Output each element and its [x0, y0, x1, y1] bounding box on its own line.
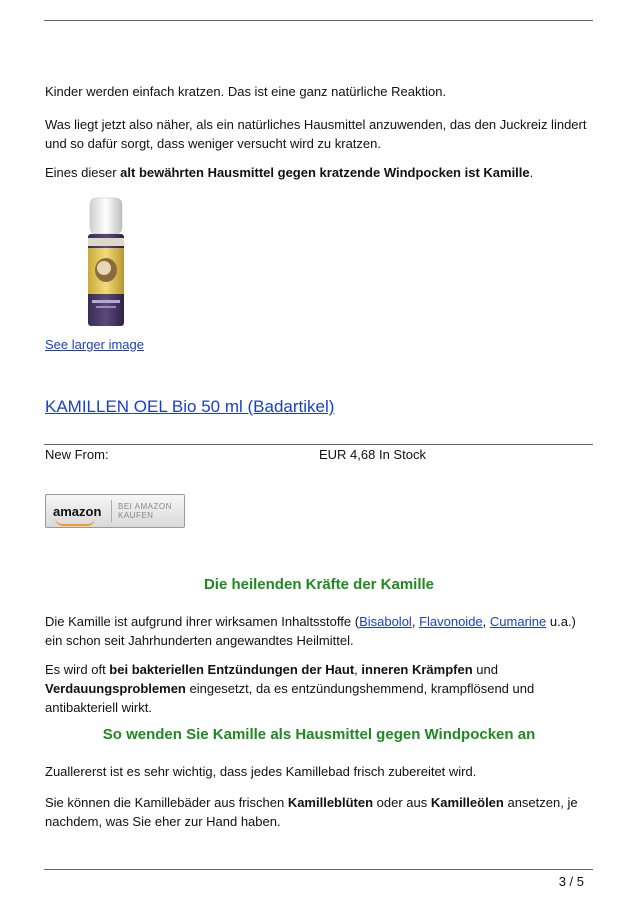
link-flavonoide[interactable]: Flavonoide — [419, 614, 483, 629]
s2-p2-post: ansetzen, je nachdem, was Sie eher zur Hand haben. — [45, 795, 578, 829]
s2-p2-mid: oder aus — [373, 795, 431, 810]
amazon-smile-icon — [55, 518, 95, 526]
amazon-cta — [118, 502, 172, 520]
price-stock-status: EUR 4,68 In Stock — [319, 447, 426, 462]
product-image[interactable] — [84, 196, 128, 328]
amazon-logo-icon — [53, 504, 105, 519]
section-heading-healing-powers: Die heilenden Kräfte der Kamille — [203, 576, 435, 593]
section2-paragraph-1: Zuallererst ist es sehr wichtig, dass jedes Kamillebad frisch zubereitet wird. — [45, 764, 477, 779]
link-bisabolol[interactable]: Bisabolol — [359, 614, 412, 629]
s1-p1-post: u.a.) ein schon seit Jahrhunderten angewandtes Heilmittel. — [45, 614, 576, 648]
header-rule — [44, 20, 593, 21]
amazon-cta-line-2: KAUFEN — [118, 511, 154, 520]
section-heading-usage: So wenden Sie Kamille als Hausmittel gegen Windpocken an — [102, 726, 536, 743]
s1-p2-bold-1: bei bakteriellen Entzündungen der Haut — [109, 662, 355, 677]
s1-p2-mid2: und — [472, 662, 498, 677]
chamomile-oil-bottle-icon — [84, 196, 128, 328]
s1-p2-bold-3: Verdauungsproblemen — [45, 681, 186, 696]
s2-p2-bold-1: Kamilleblüten — [287, 795, 374, 810]
amazon-logo-text: amazon — [53, 503, 102, 519]
s1-sep2: , — [482, 614, 490, 629]
intro-paragraph-1: Kinder werden einfach kratzen. Das ist eine ganz natürliche Reaktion. — [45, 84, 447, 99]
s1-p2-mid1: , — [354, 662, 362, 677]
s1-p2-pre: Es wird oft — [45, 662, 110, 677]
section2-paragraph-2 — [45, 793, 593, 831]
intro-p3-end: . — [529, 165, 534, 180]
s1-p1-pre: Die Kamille ist aufgrund ihrer wirksamen Inhaltsstoffe ( — [45, 614, 360, 629]
page-number: 3 / 5 — [558, 874, 584, 889]
s1-p2-post: eingesetzt, da es entzündungshemmend, krampflösend und antibakteriell wirkt. — [45, 681, 535, 715]
button-separator — [111, 500, 112, 522]
amazon-cta-line-1: BEI AMAZON — [118, 502, 172, 511]
intro-p3-bold: alt bewährten Hausmittel gegen kratzende Windpocken ist Kamille — [120, 165, 530, 180]
section1-paragraph-2 — [45, 660, 593, 717]
section1-paragraph-1 — [45, 612, 593, 650]
s1-sep1: , — [411, 614, 420, 629]
link-cumarine[interactable]: Cumarine — [489, 614, 547, 629]
buy-at-amazon-button[interactable] — [45, 494, 185, 528]
s1-p2-bold-2: inneren Krämpfen — [361, 662, 473, 677]
intro-paragraph-2: Was liegt jetzt also näher, als ein natürliches Hausmittel anzuwenden, das den Juckreiz lindert und so dafür sorgt, dass weniger versucht wird zu kratzen. — [45, 117, 587, 151]
footer-rule — [44, 869, 593, 870]
new-from-label: New From: — [45, 447, 109, 462]
product-divider — [44, 444, 593, 445]
s2-p2-bold-2: Kamilleölen — [430, 795, 504, 810]
see-larger-image-link[interactable]: See larger image — [45, 337, 144, 352]
s2-p2-pre: Sie können die Kamillebäder aus frischen — [45, 795, 288, 810]
product-title-link[interactable]: KAMILLEN OEL Bio 50 ml (Badartikel) — [45, 397, 335, 416]
intro-paragraph-3 — [45, 163, 593, 182]
intro-p3-text: Eines dieser — [45, 165, 121, 180]
